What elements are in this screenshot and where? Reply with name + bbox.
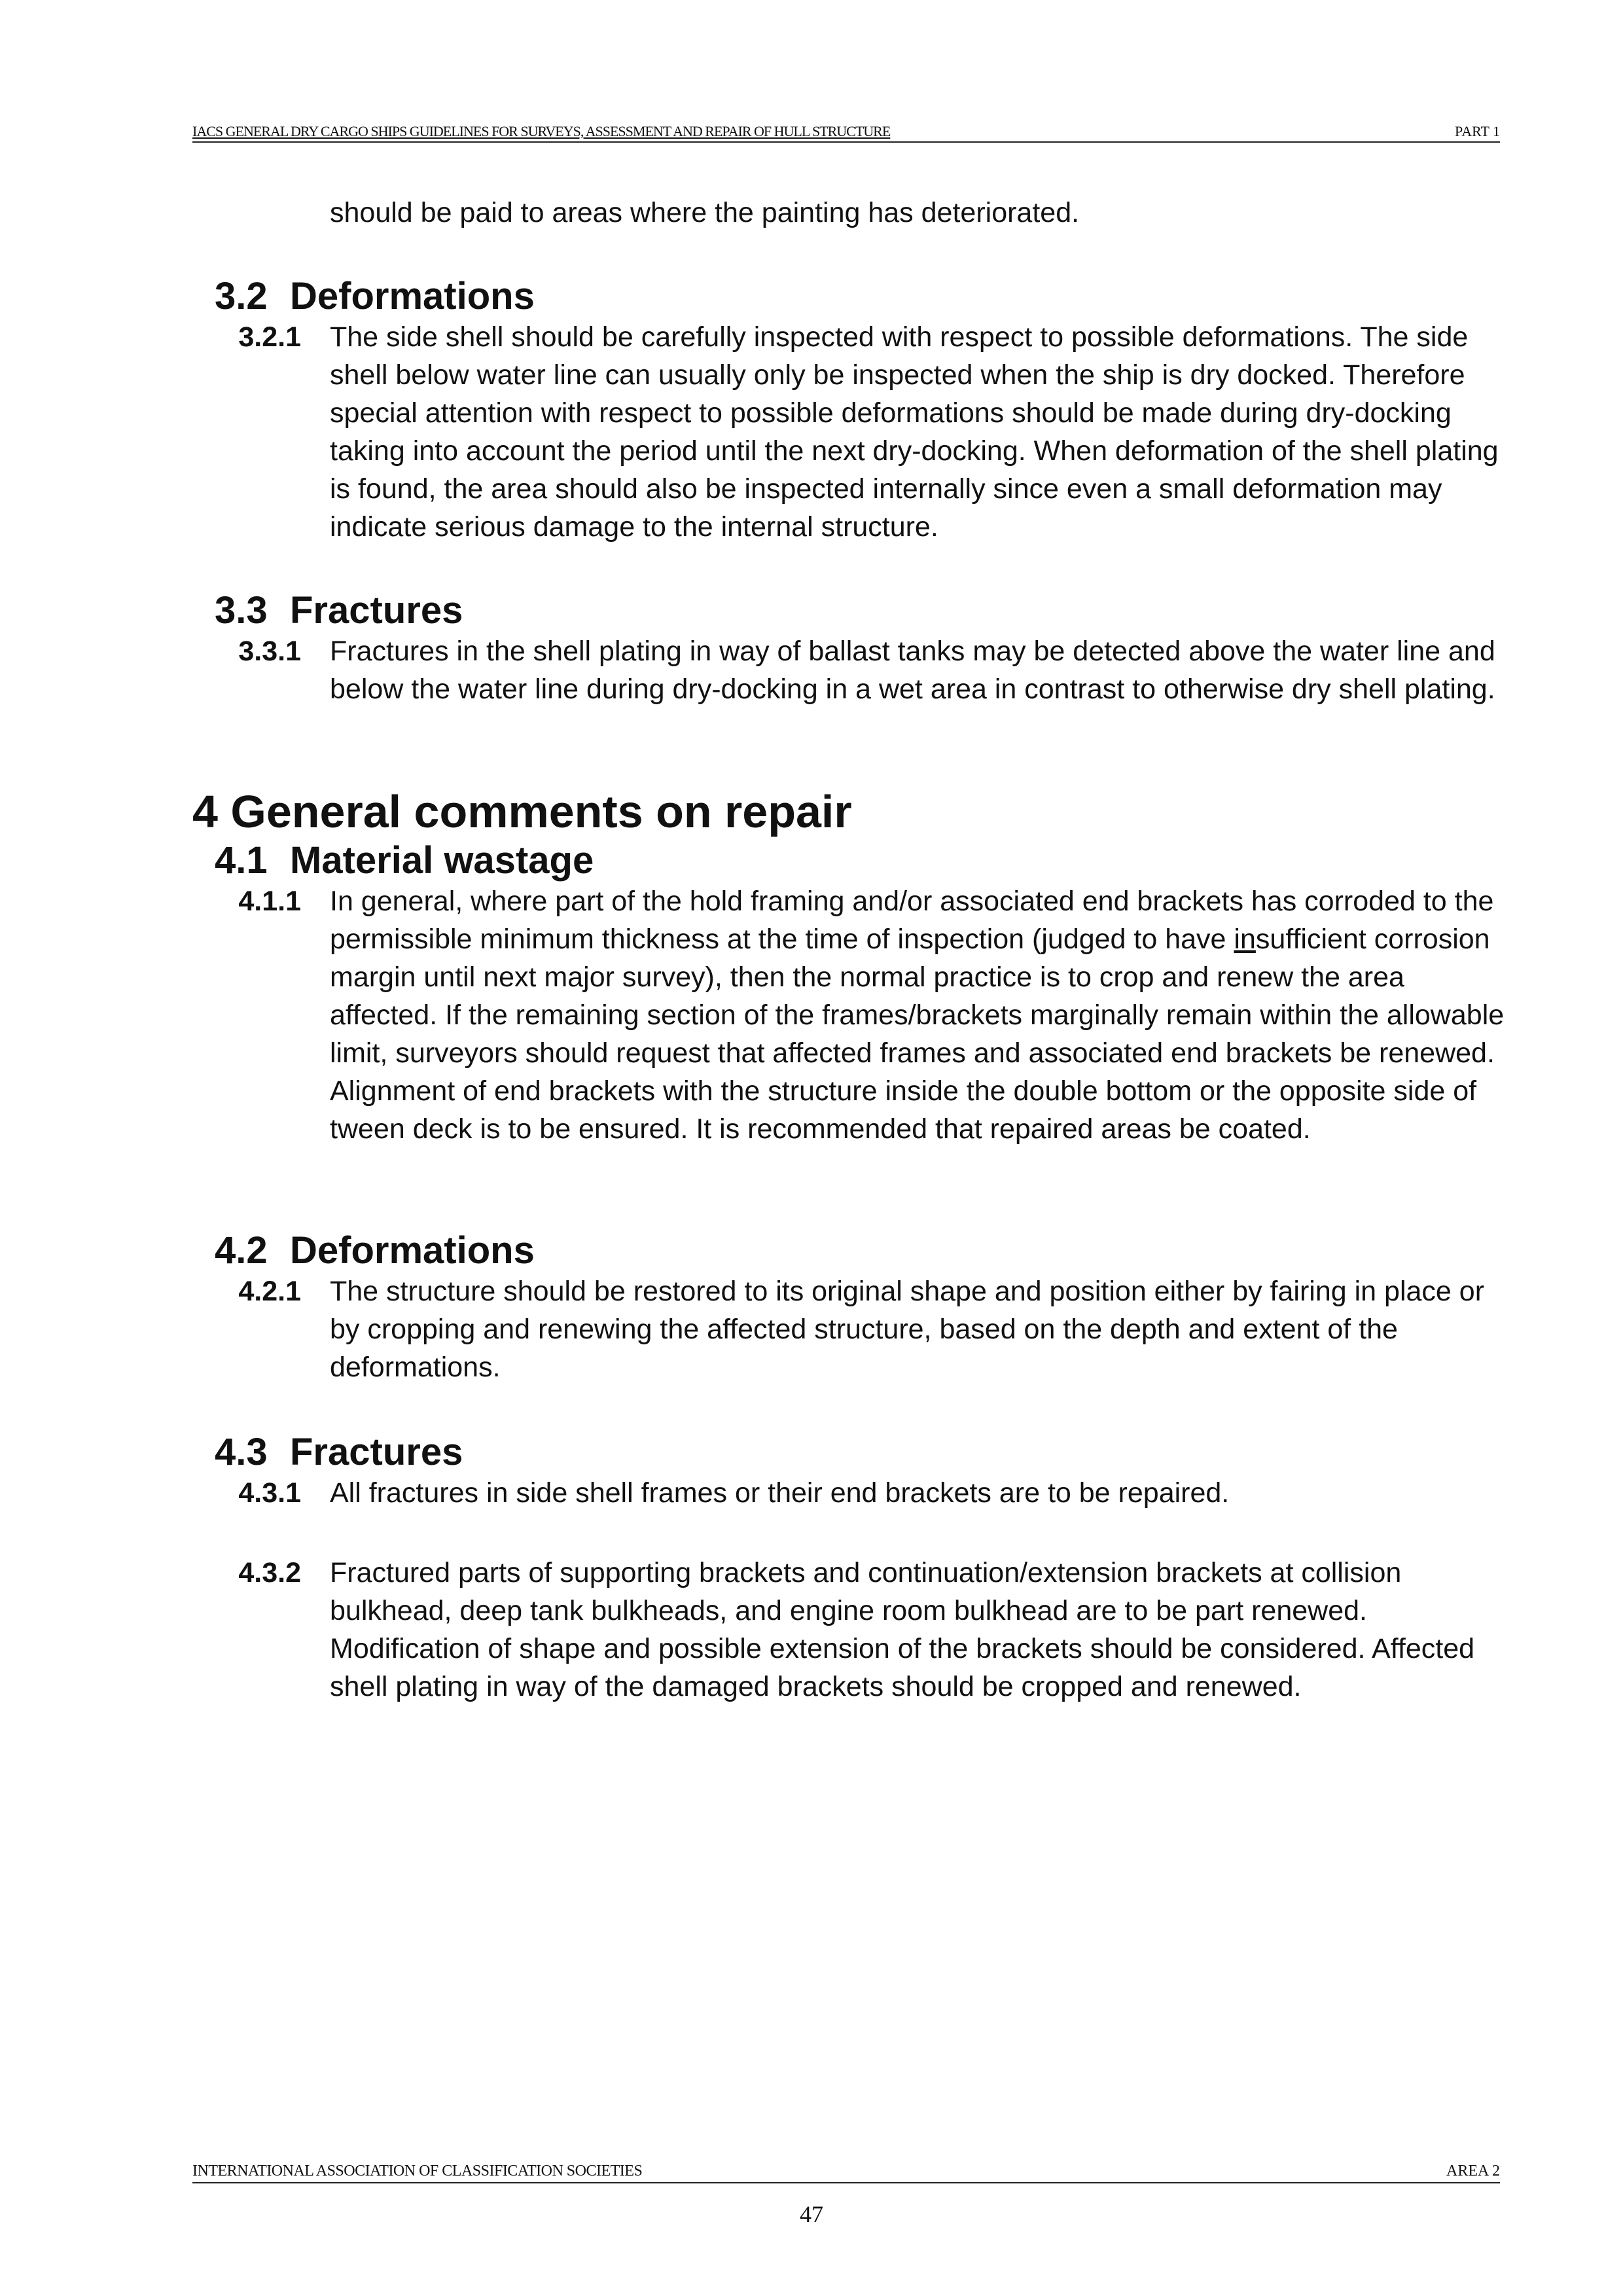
page-number: 47 <box>800 2201 823 2227</box>
clause-number: 3.3.1 <box>238 636 301 667</box>
intro-paragraph: should be paid to areas where the painting has deteriorated. <box>330 197 1080 228</box>
heading-4-1 <box>215 838 594 884</box>
clause-number: 3.2.1 <box>238 321 301 353</box>
heading-3-3 <box>215 588 463 634</box>
heading-4-2 <box>215 1228 535 1274</box>
heading-title: Fractures <box>290 1431 463 1473</box>
heading-3-2 <box>215 274 535 319</box>
clause-text-part: In general, where part of the hold framing and/or associated end brackets has corroded to the permissible minimum thickness at the time of inspection (judged to have <box>330 886 1494 955</box>
clause-4-1-1-text <box>330 882 1508 1148</box>
clause-number: 4.3.1 <box>238 1477 301 1509</box>
clause-number: 4.1.1 <box>238 886 301 917</box>
heading-title: Fractures <box>290 589 463 632</box>
heading-number: 4.3 <box>215 1431 268 1473</box>
clause-number: 4.3.2 <box>238 1557 301 1588</box>
heading-title: Material wastage <box>290 839 594 882</box>
clause-4-3-2-text: Fractured parts of supporting brackets and continuation/extension brackets at collision bulkhead, deep tank bulkheads, and engine room bulkhead are to be part renewed. Modification of shape and possible extension of the brackets should be considered. Affected shell plating in way of the damaged brackets should be cropped and renewed. <box>330 1557 1475 1702</box>
clause-3-2-1-text: The side shell should be carefully inspected with respect to possible deformations. The side shell below water line can usually only be inspected when the ship is dry docked. Therefore special attention with respect to possible deformations should be made during dry-docking taking into account the period until the next dry-docking. When deformation of the shell plating is found, the area should also be inspected internally since even a small deformation may indicate serious damage to the internal structure. <box>330 321 1499 543</box>
heading-title: Deformations <box>290 1229 535 1272</box>
clause-text-part: sufficient corrosion margin until next major survey), then the normal practice is to crop and renew the area affected. If the remaining section of the frames/brackets marginally remain within the allowable limit, surveyors should request that affected frames and associated end brackets be renewed. Alignment of end brackets with the structure inside the double bottom or the opposite side of tween deck is to be ensured. It is recommended that repaired areas be coated. <box>330 924 1505 1145</box>
page-header <box>192 122 1500 143</box>
clause-4-3-1-text: All fractures in side shell frames or their end brackets are to be repaired. <box>330 1477 1230 1509</box>
page-footer <box>192 2160 1500 2183</box>
heading-title: Deformations <box>290 275 535 317</box>
heading-number: 4.2 <box>215 1229 268 1272</box>
footer-area: AREA 2 <box>1446 2162 1500 2179</box>
heading-number: 3.2 <box>215 275 268 317</box>
heading-4: 4 General comments on repair <box>192 786 852 837</box>
heading-4-3 <box>215 1429 463 1475</box>
header-title: IACS GENERAL DRY CARGO SHIPS GUIDELINES FOR SURVEYS, ASSESSMENT AND REPAIR OF HULL STRUCTURE <box>192 123 891 139</box>
heading-number: 4.1 <box>215 839 268 882</box>
header-part: PART 1 <box>1455 123 1500 139</box>
footer-organization: INTERNATIONAL ASSOCIATION OF CLASSIFICATION SOCIETIES <box>192 2162 643 2179</box>
clause-4-2-1-text: The structure should be restored to its original shape and position either by fairing in place or by cropping and renewing the affected structure, based on the depth and extent of the deformations. <box>330 1276 1485 1383</box>
heading-number: 3.3 <box>215 589 268 632</box>
clause-3-3-1-text: Fractures in the shell plating in way of ballast tanks may be detected above the water line and below the water line during dry-docking in a wet area in contrast to otherwise dry shell plating. <box>330 636 1495 705</box>
clause-number: 4.2.1 <box>238 1276 301 1307</box>
underlined-text: in <box>1234 924 1256 955</box>
